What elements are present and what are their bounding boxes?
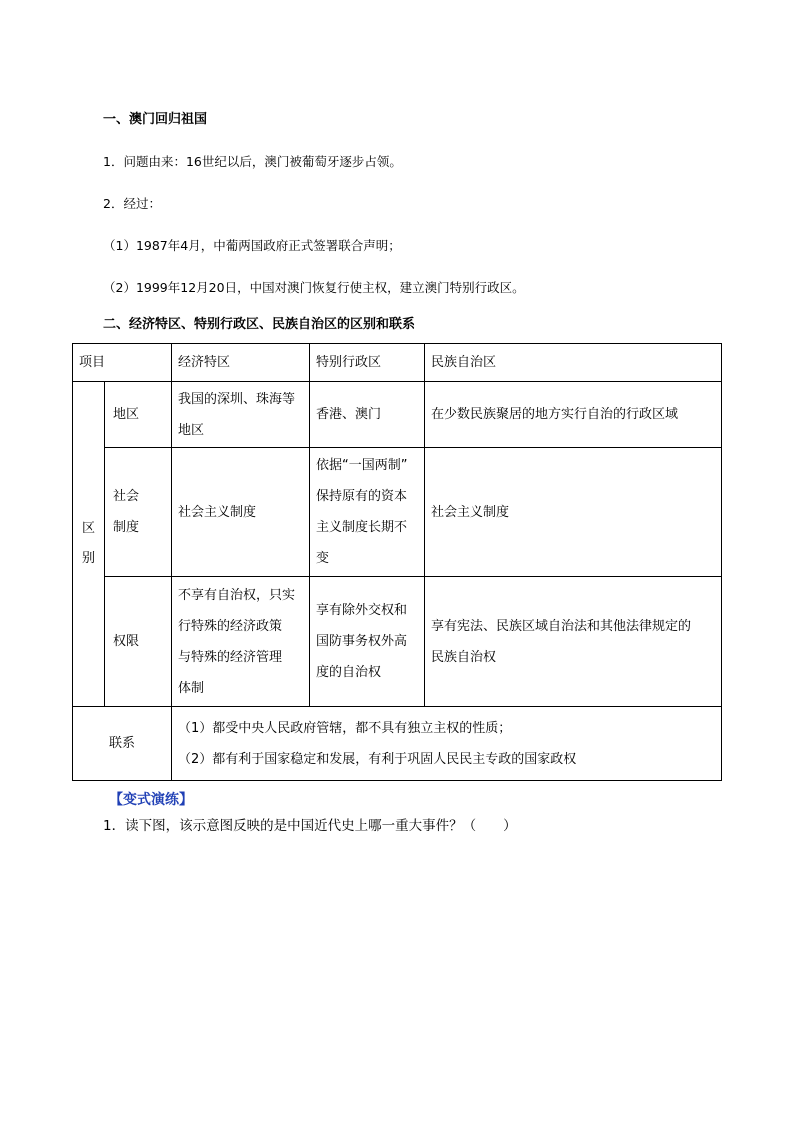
paragraph-1987: （1）1987年4月，中葡两国政府正式签署联合声明； — [103, 238, 401, 253]
cell-auto-system: 社会主义制度 — [425, 448, 722, 577]
header-item: 项目 — [73, 344, 172, 382]
paragraph-origin: 1．问题由来：16世纪以后，澳门被葡萄牙逐步占领。 — [103, 154, 402, 169]
cell-econ-authority: 不享有自治权，只实 行特殊的经济政策 与特殊的经济管理 体制 — [172, 577, 310, 707]
difference-group-label: 区 别 — [73, 382, 105, 707]
table-row-relation — [73, 707, 722, 781]
cell-econ-region: 我国的深圳、珠海等 地区 — [172, 382, 310, 448]
section-title-comparison: 二、经济特区、特别行政区、民族自治区的区别和联系 — [103, 317, 416, 332]
cell-sar-authority: 享有除外交权和 国防事务权外高 度的自治权 — [310, 577, 425, 707]
paragraph-process: 2．经过： — [103, 196, 161, 211]
paragraph-1999: （2）1999年12月20日，中国对澳门恢复行使主权，建立澳门特别行政区。 — [103, 280, 525, 295]
cell-auto-region: 在少数民族聚居的地方实行自治的行政区域 — [425, 382, 722, 448]
table-row-system — [73, 448, 722, 577]
row-label-authority: 权限 — [105, 577, 172, 707]
table-row-authority — [73, 577, 722, 707]
cell-auto-authority: 享有宪法、民族区域自治法和其他法律规定的 民族自治权 — [425, 577, 722, 707]
practice-heading: 【变式演练】 — [109, 792, 193, 808]
comparison-table — [72, 343, 722, 781]
table-row-region — [73, 382, 722, 448]
row-label-system: 社会 制度 — [105, 448, 172, 577]
table-header-row — [73, 344, 722, 382]
header-autonomous: 民族自治区 — [425, 344, 722, 382]
cell-sar-region: 香港、澳门 — [310, 382, 425, 448]
cell-relation: （1）都受中央人民政府管辖，都不具有独立主权的性质； （2）都有利于国家稳定和发展，有利于巩固人民民主专政的国家政权 — [172, 707, 722, 781]
cell-sar-system: 依据“一国两制” 保持原有的资本 主义制度长期不 变 — [310, 448, 425, 577]
row-label-relation: 联系 — [73, 707, 172, 781]
cell-econ-system: 社会主义制度 — [172, 448, 310, 577]
question-1: 1．读下图，该示意图反映的是中国近代史上哪一重大事件？（ ） — [103, 818, 517, 834]
row-label-region: 地区 — [105, 382, 172, 448]
section-title-macau-return: 一、澳门回归祖国 — [103, 112, 208, 127]
header-sar: 特别行政区 — [310, 344, 425, 382]
header-econ-zone: 经济特区 — [172, 344, 310, 382]
